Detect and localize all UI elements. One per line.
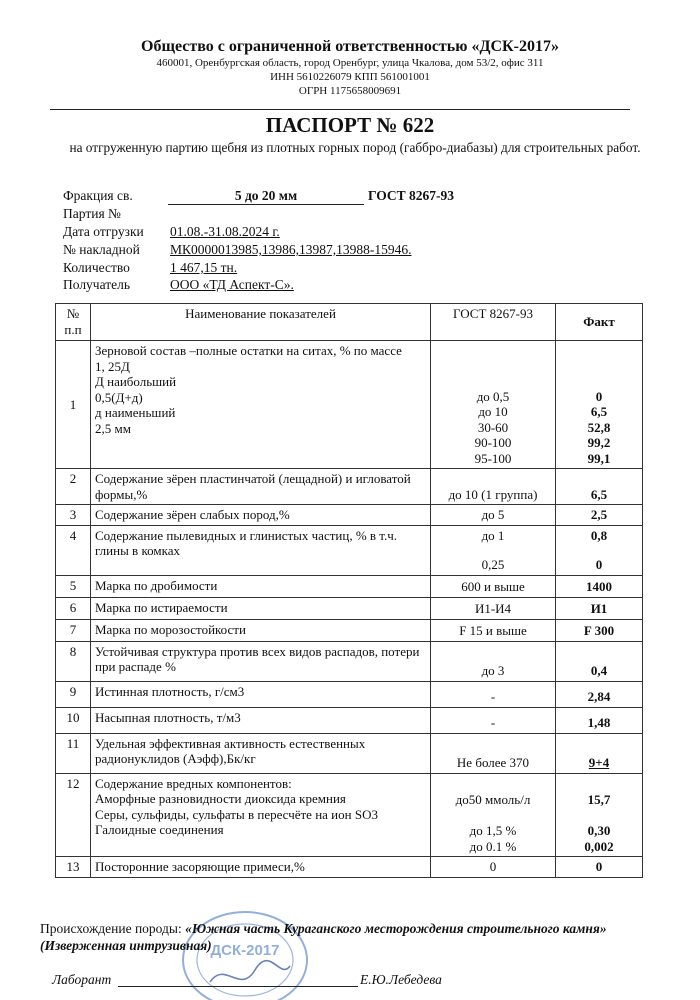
row-name-line: Марка по дробимости bbox=[95, 577, 218, 593]
row-fact-line: 0 bbox=[595, 388, 603, 404]
row-fact-line: 1,48 bbox=[587, 715, 611, 730]
row-name-line: Зерновой состав –полные остатки на ситах, % по массе bbox=[95, 343, 402, 358]
fraction-underline bbox=[168, 204, 364, 205]
signature-role: Лаборант bbox=[52, 972, 112, 987]
table-row bbox=[56, 525, 643, 575]
row-number: 1 bbox=[56, 341, 91, 469]
date-value: 01.08.-31.08.2024 г. bbox=[170, 224, 280, 239]
row-number: 3 bbox=[56, 505, 91, 526]
row-name-line: глины в комках bbox=[95, 543, 180, 558]
row-name-line: д наименьший bbox=[95, 405, 176, 420]
row-gost-line: до 1 bbox=[481, 527, 505, 543]
row-name-line: Серы, сульфиды, сульфаты в пересчёте на ион SO3 bbox=[95, 806, 378, 822]
row-fact bbox=[556, 857, 643, 878]
row-name-line: Содержание вредных компонентов: bbox=[95, 775, 292, 791]
row-fact bbox=[556, 575, 643, 597]
row-fact bbox=[556, 773, 643, 857]
row-fact-line: F 300 bbox=[583, 623, 615, 638]
row-fact bbox=[556, 619, 643, 641]
row-fact-line: 99,1 bbox=[587, 450, 611, 466]
row-gost-line: до 5 bbox=[481, 507, 505, 522]
table-row bbox=[56, 619, 643, 641]
row-number: 2 bbox=[56, 469, 91, 505]
stamp-text: ДСК-2017 bbox=[210, 942, 280, 959]
row-name bbox=[91, 575, 431, 597]
table-row bbox=[56, 733, 643, 773]
row-gost-line: - bbox=[490, 689, 496, 704]
table-row bbox=[56, 773, 643, 857]
row-fact-line: 0 bbox=[595, 557, 603, 572]
row-gost bbox=[431, 575, 556, 597]
header-divider bbox=[50, 109, 630, 110]
row-name-line: Удельная эффективная активность естественных радионуклидов (Аэфф),Бк/кг bbox=[95, 735, 366, 766]
row-gost bbox=[431, 681, 556, 707]
row-number: 8 bbox=[56, 641, 91, 681]
row-gost bbox=[431, 619, 556, 641]
row-gost bbox=[431, 525, 556, 575]
row-fact bbox=[556, 469, 643, 505]
row-gost bbox=[431, 641, 556, 681]
origin-block bbox=[40, 920, 660, 954]
row-fact-line: 0,30 bbox=[587, 823, 611, 838]
row-name bbox=[91, 707, 431, 733]
signature-line bbox=[118, 986, 358, 987]
row-fact-line: 0,002 bbox=[584, 838, 614, 854]
row-fact-line: 0,8 bbox=[590, 527, 608, 543]
row-name bbox=[91, 341, 431, 469]
row-gost-line: до 0,5 bbox=[476, 388, 510, 404]
origin-text: «Южная часть Кураганского месторождения строительного камня» (Изверженная интрузивная) bbox=[40, 921, 607, 953]
row-fact-line: 6,5 bbox=[590, 404, 608, 419]
table-row bbox=[56, 575, 643, 597]
row-name-line: Устойчивая структура против всех видов распадов, потери при распаде % bbox=[95, 643, 420, 674]
row-gost bbox=[431, 505, 556, 526]
row-number: 6 bbox=[56, 597, 91, 619]
row-name-line: Д наибольший bbox=[95, 374, 177, 389]
row-name-line: 0,5(Д+д) bbox=[95, 389, 143, 405]
fraction-value: 5 до 20 мм bbox=[234, 188, 298, 203]
row-name bbox=[91, 773, 431, 857]
row-name-line: 2,5 мм bbox=[95, 420, 131, 436]
row-number: 13 bbox=[56, 857, 91, 878]
header-name: Наименование показателей bbox=[91, 304, 431, 341]
row-fact-line: 1400 bbox=[586, 579, 612, 594]
row-name-line: Содержание зёрен пластинчатой (лещадной) и игловатой формы,% bbox=[95, 471, 411, 502]
row-gost-line: И1-И4 bbox=[474, 601, 512, 616]
row-number: 10 bbox=[56, 707, 91, 733]
row-fact-line: 0 bbox=[595, 859, 603, 874]
row-gost-line: до 1,5 % bbox=[469, 823, 517, 838]
row-number: 7 bbox=[56, 619, 91, 641]
row-fact-line: 15,7 bbox=[587, 791, 611, 807]
row-gost-line: 90-100 bbox=[474, 435, 512, 450]
row-number: 5 bbox=[56, 575, 91, 597]
row-gost-line: 0,25 bbox=[481, 557, 505, 572]
row-name bbox=[91, 619, 431, 641]
row-fact bbox=[556, 733, 643, 773]
company-ogrn: ОГРН 1175658009691 bbox=[298, 85, 402, 97]
row-gost-line: F 15 и выше bbox=[459, 623, 527, 638]
row-number: 9 bbox=[56, 681, 91, 707]
row-number: 11 bbox=[56, 733, 91, 773]
quantity-label: Количество bbox=[63, 260, 130, 275]
row-name bbox=[91, 469, 431, 505]
row-gost-line: 30-60 bbox=[477, 419, 509, 435]
table-row bbox=[56, 681, 643, 707]
row-fact-line: 6,5 bbox=[590, 486, 608, 502]
row-gost bbox=[431, 733, 556, 773]
table-row bbox=[56, 857, 643, 878]
row-name bbox=[91, 505, 431, 526]
passport-title: ПАСПОРТ № 622 bbox=[265, 113, 435, 137]
quantity-value: 1 467,15 тн. bbox=[170, 260, 238, 275]
table-row bbox=[56, 641, 643, 681]
row-name bbox=[91, 733, 431, 773]
row-name bbox=[91, 857, 431, 878]
row-gost-line: Не более 370 bbox=[456, 755, 530, 770]
row-name bbox=[91, 597, 431, 619]
row-name-line: Истинная плотность, г/см3 bbox=[95, 683, 245, 699]
row-fact bbox=[556, 681, 643, 707]
row-fact-line: 0,4 bbox=[590, 663, 608, 678]
fraction-gost: ГОСТ 8267-93 bbox=[368, 188, 455, 203]
row-name-line: Галоидные соединения bbox=[95, 822, 224, 837]
header-gost: ГОСТ 8267-93 bbox=[431, 304, 556, 341]
company-name: Общество с ограниченной ответственностью «ДСК-2017» bbox=[141, 38, 559, 55]
invoice-label: № накладной bbox=[63, 242, 140, 257]
row-name-line: Содержание пылевидных и глинистых частиц, % в т.ч. bbox=[95, 527, 398, 543]
row-fact bbox=[556, 597, 643, 619]
row-gost bbox=[431, 341, 556, 469]
row-fact-line: 2,5 bbox=[590, 507, 608, 522]
row-name-line: Содержание зёрен слабых пород,% bbox=[95, 507, 290, 522]
recipient-value: ООО «ТД Аспект-С». bbox=[170, 277, 294, 292]
row-gost-line: до50 ммоль/л bbox=[455, 791, 531, 807]
header-fact: Факт bbox=[556, 304, 643, 341]
batch-label: Партия № bbox=[63, 206, 121, 221]
row-fact-line: И1 bbox=[590, 601, 608, 616]
signature-name: Е.Ю.Лебедева bbox=[360, 972, 442, 987]
row-name-line: Посторонние засоряющие примеси,% bbox=[95, 859, 305, 874]
row-fact bbox=[556, 641, 643, 681]
row-gost bbox=[431, 707, 556, 733]
row-fact bbox=[556, 505, 643, 526]
row-fact-line: 99,2 bbox=[587, 435, 611, 450]
row-gost-line: 600 и выше bbox=[461, 579, 525, 594]
row-fact-line: 52,8 bbox=[587, 419, 611, 435]
row-gost-line: 0 bbox=[489, 859, 497, 874]
row-number: 4 bbox=[56, 525, 91, 575]
row-gost bbox=[431, 597, 556, 619]
table-row bbox=[56, 469, 643, 505]
header-num: № п.п bbox=[56, 304, 91, 341]
row-gost-line: до 0.1 % bbox=[469, 838, 517, 854]
row-gost-line: до 10 bbox=[478, 404, 508, 419]
table-body bbox=[56, 341, 643, 878]
row-name-line: Марка по истираемости bbox=[95, 599, 228, 615]
invoice-value: МК0000013985,13986,13987,13988-15946. bbox=[170, 242, 412, 257]
row-fact-line: 2,84 bbox=[587, 689, 611, 704]
company-address: 460001, Оренбургская область, город Оренбург, улица Чкалова, дом 53/2, офис 311 bbox=[156, 57, 544, 69]
row-gost-line: до 3 bbox=[481, 663, 505, 678]
row-name-line: Насыпная плотность, т/м3 bbox=[95, 709, 241, 725]
row-fact bbox=[556, 525, 643, 575]
row-name bbox=[91, 525, 431, 575]
row-number: 12 bbox=[56, 773, 91, 857]
row-fact bbox=[556, 707, 643, 733]
row-name bbox=[91, 681, 431, 707]
row-gost bbox=[431, 469, 556, 505]
row-fact bbox=[556, 341, 643, 469]
passport-subtitle: на отгруженную партию щебня из плотных горных пород (габбро-диабазы) для строительных работ. bbox=[69, 140, 641, 155]
row-gost-line: - bbox=[490, 715, 496, 730]
indicators-table bbox=[55, 303, 643, 878]
row-name-line: Марка по морозостойкости bbox=[95, 621, 246, 637]
table-row bbox=[56, 505, 643, 526]
date-label: Дата отгрузки bbox=[63, 224, 144, 239]
table-row bbox=[56, 341, 643, 469]
company-inn: ИНН 5610226079 КПП 561001001 bbox=[270, 71, 430, 83]
recipient-label: Получатель bbox=[63, 277, 131, 292]
fraction-label: Фракция св. bbox=[63, 188, 133, 203]
table-header-row bbox=[56, 304, 643, 341]
row-gost-line: до 10 (1 группа) bbox=[448, 486, 538, 502]
origin-label: Происхождение породы: bbox=[40, 921, 186, 936]
table-row bbox=[56, 597, 643, 619]
row-gost-line: 95-100 bbox=[474, 450, 512, 466]
row-gost bbox=[431, 773, 556, 857]
row-fact-line: 9+4 bbox=[588, 755, 610, 770]
table-row bbox=[56, 707, 643, 733]
row-name-line: 1, 25Д bbox=[95, 358, 130, 374]
row-gost bbox=[431, 857, 556, 878]
row-name-line: Аморфные разновидности диоксида кремния bbox=[95, 791, 346, 806]
row-name bbox=[91, 641, 431, 681]
